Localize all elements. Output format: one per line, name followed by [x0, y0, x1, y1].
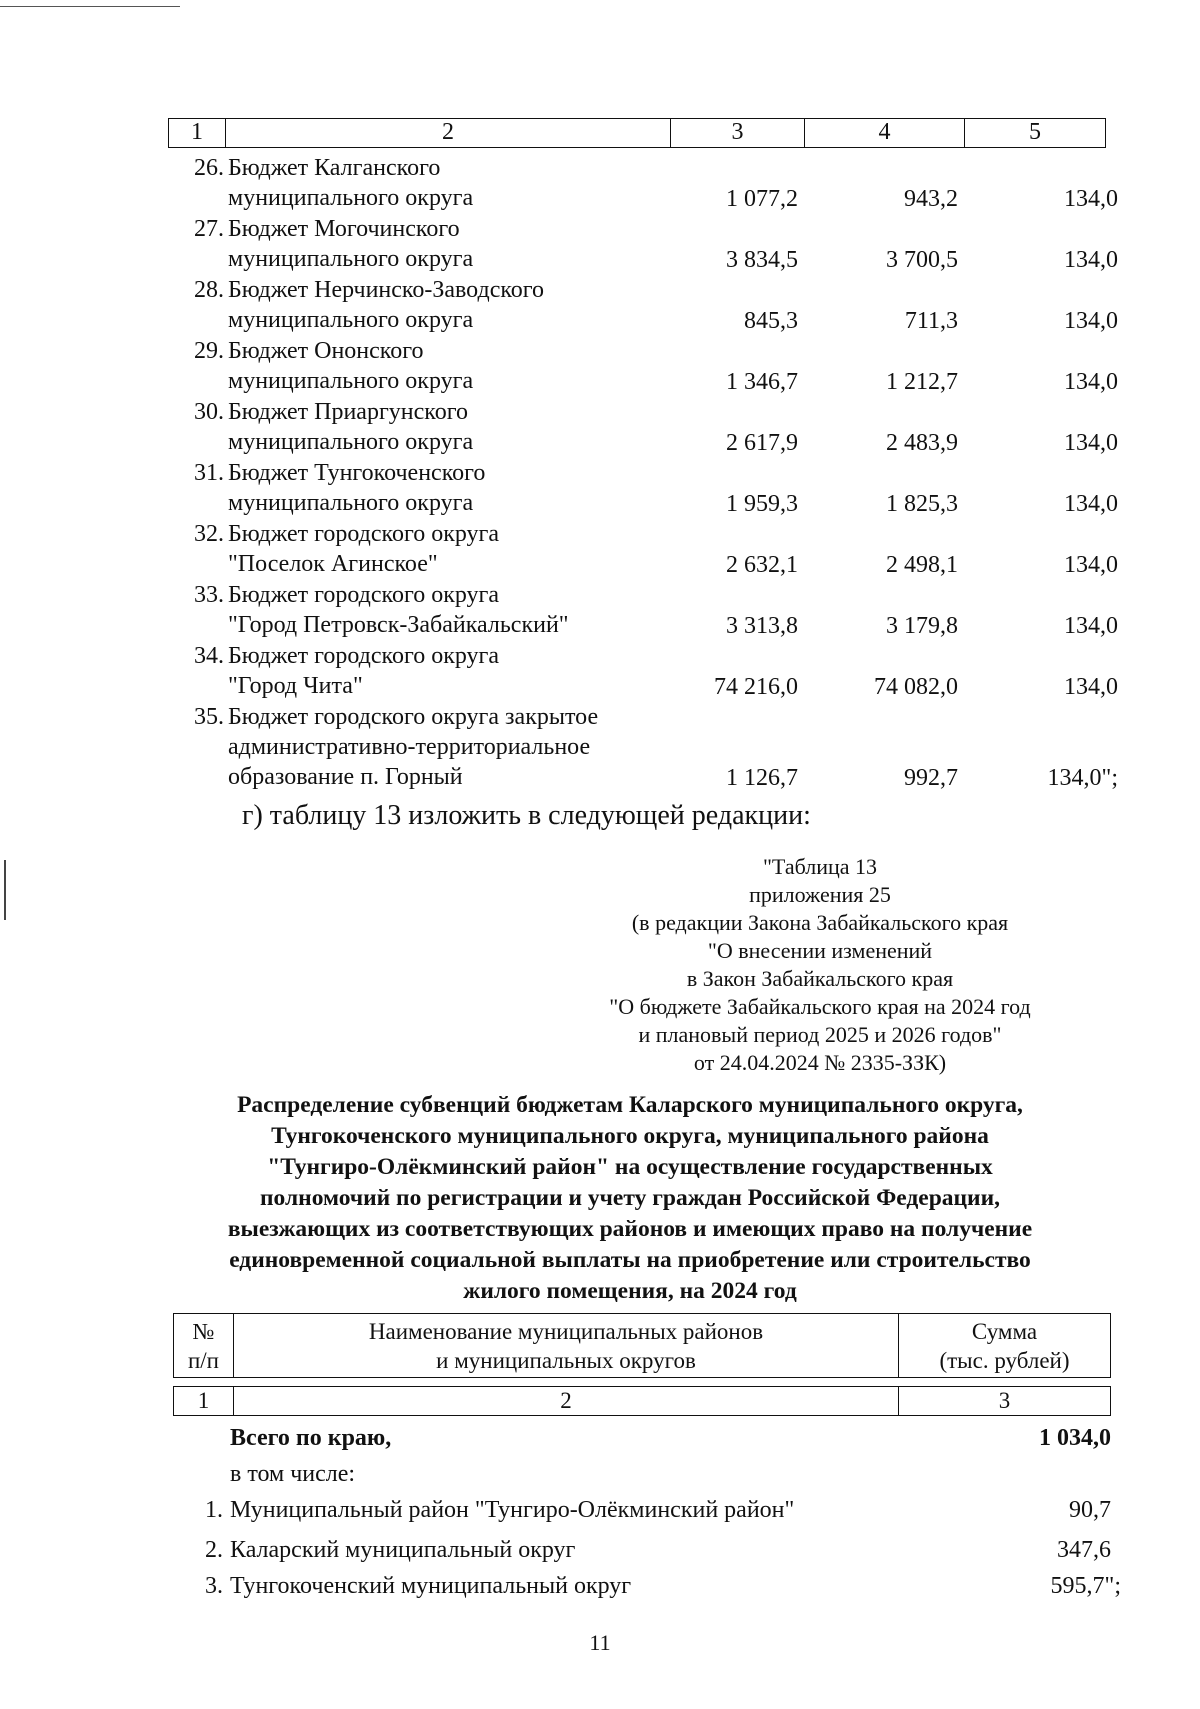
- row-name: Бюджет Ононского муниципального округа: [228, 338, 474, 394]
- column-number: 1: [174, 1387, 234, 1415]
- table-row: [168, 214, 1128, 275]
- reference-line: (в редакции Закона Забайкальского края: [631, 910, 1009, 935]
- reference-line: приложения 25: [749, 882, 891, 907]
- scan-edge-mark: [0, 6, 180, 7]
- col3-value: 1 346,7: [726, 369, 798, 395]
- row-number: 28.: [194, 277, 224, 303]
- table2-column-numbers: [173, 1386, 1111, 1416]
- table-row: [168, 458, 1128, 519]
- row-number: 30.: [194, 399, 224, 425]
- row-number: 33.: [194, 582, 224, 608]
- row-name: Бюджет городского округа "Город Чита": [228, 643, 500, 699]
- title-line: Распределение субвенций бюджетам Каларского муниципального округа,: [237, 1092, 1023, 1118]
- title-line: жилого помещения, на 2024 год: [463, 1278, 797, 1304]
- title-line: Тунгокоченского муниципального округа, муниципального района: [271, 1123, 989, 1149]
- col5-value: 134,0: [1064, 613, 1118, 639]
- table1-header-cell: 2: [226, 119, 671, 147]
- col3-value: 1 126,7: [726, 765, 798, 791]
- title-line: выезжающих из соответствующих районов и имеющих право на получение: [227, 1216, 1033, 1242]
- row-sum: 595,7";: [1050, 1573, 1121, 1599]
- row-name: Бюджет городского округа "Город Петровск-Забайкальский": [228, 582, 569, 638]
- table2-header: [173, 1313, 1111, 1378]
- total-value: 1 034,0: [1039, 1425, 1111, 1451]
- table1-header-cell: 4: [805, 119, 965, 147]
- col3-value: 3 834,5: [726, 247, 798, 273]
- table-reference-block: [560, 853, 1080, 1077]
- col4-value: 74 082,0: [874, 674, 958, 700]
- col4-value: 1 212,7: [886, 369, 958, 395]
- reference-line: от 24.04.2024 № 2335-ЗЗК): [693, 1050, 947, 1075]
- page-number: 11: [589, 1630, 611, 1655]
- row-sum: 347,6: [1057, 1537, 1111, 1563]
- col5-value: 134,0: [1064, 674, 1118, 700]
- col3-value: 3 313,8: [726, 613, 798, 639]
- title-line: полномочий по регистрации и учету граждан Российской Федерации,: [259, 1185, 1001, 1211]
- row-name: Бюджет Тунгокоченского муниципального округа: [228, 460, 486, 516]
- col5-value: 134,0: [1064, 491, 1118, 517]
- reference-line: "О внесении изменений: [707, 938, 933, 963]
- table-row: [168, 580, 1128, 641]
- col4-value: 1 825,3: [886, 491, 958, 517]
- scan-edge-mark: [4, 860, 6, 920]
- table2-body: [173, 1420, 1133, 1604]
- row-number: 34.: [194, 643, 224, 669]
- table1-header-cell: 3: [671, 119, 805, 147]
- table2-header-number: № п/п: [174, 1314, 234, 1377]
- col4-value: 711,3: [904, 308, 958, 334]
- document-title: [160, 1090, 1100, 1307]
- reference-line: "Таблица 13: [762, 854, 878, 879]
- row-number: 27.: [194, 216, 224, 242]
- row-name: Бюджет городского округа "Поселок Агинское": [228, 521, 500, 577]
- row-number: 31.: [194, 460, 224, 486]
- table1-header-cell: 5: [1029, 119, 1041, 145]
- row-number: 2.: [205, 1537, 223, 1563]
- row-name: Каларский муниципальный округ: [230, 1537, 576, 1563]
- col3-value: 1 077,2: [726, 186, 798, 212]
- row-name: Бюджет Калганского муниципального округа: [228, 155, 474, 211]
- including-label: в том числе:: [230, 1461, 356, 1487]
- row-name: Тунгокоченский муниципальный округ: [230, 1573, 632, 1599]
- reference-line: "О бюджете Забайкальского края на 2024 год: [609, 994, 1031, 1019]
- reference-line: в Закон Забайкальского края: [686, 966, 954, 991]
- row-name: Бюджет городского округа закрытое административно-территориальное образование п. Горный: [228, 704, 599, 790]
- table1-header-cell: 1: [169, 119, 226, 147]
- col3-value: 2 632,1: [726, 552, 798, 578]
- table1-body: [168, 153, 1128, 793]
- row-sum: 90,7: [1069, 1497, 1111, 1523]
- col4-value: 943,2: [904, 186, 958, 212]
- table-row: [168, 336, 1128, 397]
- table-row: [168, 275, 1128, 336]
- col5-value: 134,0: [1064, 186, 1118, 212]
- title-line: "Тунгиро-Олёкминский район" на осуществление государственных: [267, 1154, 993, 1180]
- instruction-paragraph: г) таблицу 13 изложить в следующей редакции:: [242, 800, 811, 831]
- col5-value: 134,0: [1064, 308, 1118, 334]
- table-row: [168, 397, 1128, 458]
- col5-value: 134,0: [1064, 247, 1118, 273]
- row-number: 35.: [194, 704, 224, 730]
- total-label: Всего по краю,: [230, 1425, 392, 1451]
- col3-value: 845,3: [744, 308, 798, 334]
- table2-header-sum: Сумма (тыс. рублей): [939, 1319, 1070, 1373]
- table-row: [168, 702, 1128, 793]
- table-row: [173, 1492, 1133, 1532]
- col4-value: 2 498,1: [886, 552, 958, 578]
- column-number: 2: [234, 1387, 899, 1415]
- row-number: 26.: [194, 155, 224, 181]
- table-row: [168, 641, 1128, 702]
- col4-value: 3 700,5: [886, 247, 958, 273]
- col3-value: 2 617,9: [726, 430, 798, 456]
- row-number: 3.: [205, 1573, 223, 1599]
- col5-value: 134,0: [1064, 430, 1118, 456]
- including-row: [173, 1456, 1133, 1492]
- column-number: 3: [998, 1388, 1011, 1413]
- col4-value: 2 483,9: [886, 430, 958, 456]
- total-row: [173, 1420, 1133, 1456]
- col5-value: 134,0: [1064, 552, 1118, 578]
- col5-value: 134,0: [1064, 369, 1118, 395]
- table2-header-name: Наименование муниципальных районов и муниципальных округов: [234, 1314, 899, 1377]
- reference-line: и плановый период 2025 и 2026 годов": [638, 1022, 1002, 1047]
- col5-value: 134,0";: [1047, 765, 1118, 791]
- col3-value: 1 959,3: [726, 491, 798, 517]
- table-row: [168, 519, 1128, 580]
- row-name: Бюджет Могочинского муниципального округа: [228, 216, 474, 272]
- row-number: 29.: [194, 338, 224, 364]
- col4-value: 3 179,8: [886, 613, 958, 639]
- col3-value: 74 216,0: [714, 674, 798, 700]
- row-name: Бюджет Нерчинско-Заводского муниципального округа: [228, 277, 545, 333]
- col4-value: 992,7: [904, 765, 958, 791]
- title-line: единовременной социальной выплаты на приобретение или строительство: [229, 1247, 1031, 1273]
- row-number: 1.: [205, 1497, 223, 1523]
- table1-header: [168, 118, 1106, 148]
- row-name: Бюджет Приаргунского муниципального округа: [228, 399, 474, 455]
- table-row: [168, 153, 1128, 214]
- table-row: [173, 1532, 1133, 1568]
- row-number: 32.: [194, 521, 224, 547]
- row-name: Муниципальный район "Тунгиро-Олёкминский район": [230, 1497, 795, 1523]
- table-row: [173, 1568, 1133, 1604]
